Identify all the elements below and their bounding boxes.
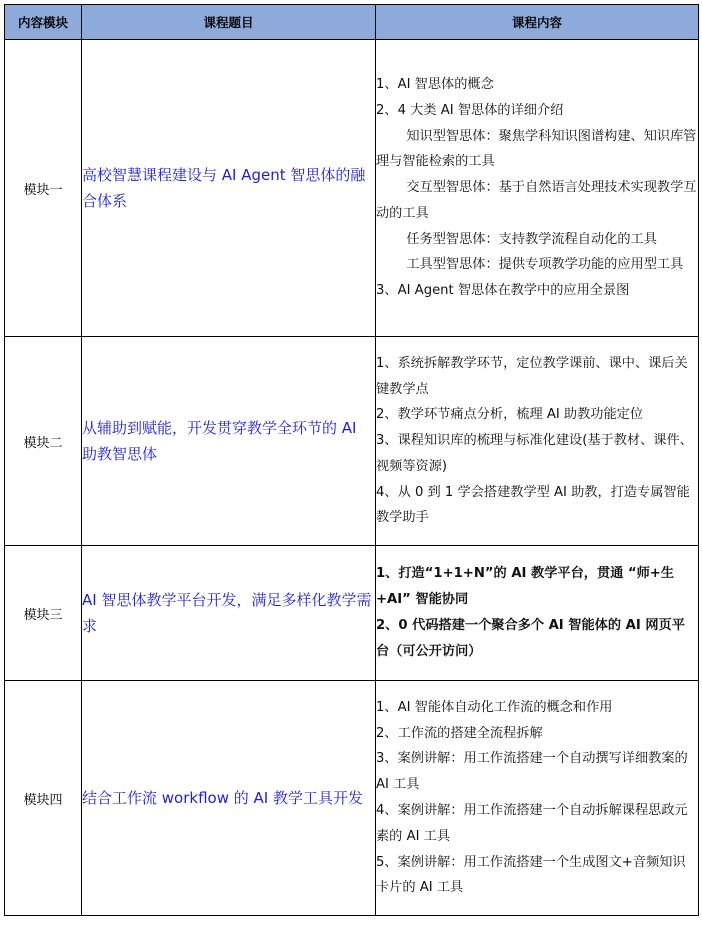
content-line: 工具型智思体：提供专项教学功能的应用型工具 (406, 257, 684, 273)
content-line: 任务型智思体：支持教学流程自动化的工具 (406, 231, 657, 247)
table-row (5, 546, 699, 681)
course-topic: 从辅助到赋能，开发贯穿教学全环节的 AI 助教智思体 (82, 337, 376, 546)
content-line: 1、AI 智思体的概念 (376, 76, 494, 92)
module-label: 模块二 (5, 337, 82, 546)
header-row (5, 5, 699, 40)
content-line: 3、课程知识库的梳理与标准化建设(基于教材、课件、视频等资源) (376, 433, 693, 474)
content-line: 2、0 代码搭建一个聚合多个 AI 智能体的 AI 网页平台（可公开访问） (376, 618, 685, 659)
course-topic: AI 智思体教学平台开发，满足多样化教学需求 (82, 546, 376, 681)
course-topic: 结合工作流 workflow 的 AI 教学工具开发 (82, 681, 376, 916)
content-line: 5、案例讲解：用工作流搭建一个生成图文+音频知识卡片的 AI 工具 (376, 854, 686, 896)
content-line: 2、工作流的搭建全流程拆解 (376, 725, 543, 741)
content-line: 4、案例讲解：用工作流搭建一个自动拆解课程思政元素的 AI 工具 (376, 803, 688, 844)
course-content (376, 546, 699, 681)
module-label: 模块三 (5, 546, 82, 681)
table-row (5, 337, 699, 546)
header-topic: 课程题目 (82, 5, 376, 40)
course-content (376, 40, 699, 337)
course-content (376, 681, 699, 916)
curriculum-table (4, 4, 699, 916)
table-row (5, 681, 699, 916)
content-line: 3、案例讲解：用工作流搭建一个自动撰写详细教案的 AI 工具 (376, 751, 688, 793)
content-line: 2、4 大类 AI 智思体的详细介绍 (376, 102, 564, 118)
content-line: 1、打造“1+1+N”的 AI 教学平台，贯通 “师+生+AI” 智能协同 (376, 566, 675, 608)
module-label: 模块四 (5, 681, 82, 916)
header-module: 内容模块 (5, 5, 82, 40)
table-row (5, 40, 699, 337)
content-line: 2、教学环节痛点分析，梳理 AI 助教功能定位 (376, 407, 644, 423)
content-line: 3、AI Agent 智思体在教学中的应用全景图 (376, 283, 630, 299)
course-content (376, 337, 699, 546)
header-content: 课程内容 (376, 5, 699, 40)
module-label: 模块一 (5, 40, 82, 337)
content-line: 1、AI 智能体自动化工作流的概念和作用 (376, 699, 613, 715)
content-line: 交互型智思体：基于自然语言处理技术实现教学互动的工具 (376, 180, 697, 221)
content-line: 1、系统拆解教学环节，定位教学课前、课中、课后关键教学点 (376, 355, 688, 397)
content-line: 知识型智思体：聚焦学科知识图谱构建、知识库管理与智能检索的工具 (376, 128, 697, 170)
course-topic: 高校智慧课程建设与 AI Agent 智思体的融合体系 (82, 40, 376, 337)
content-line: 4、从 0 到 1 学会搭建教学型 AI 助教，打造专属智能教学助手 (376, 484, 690, 526)
